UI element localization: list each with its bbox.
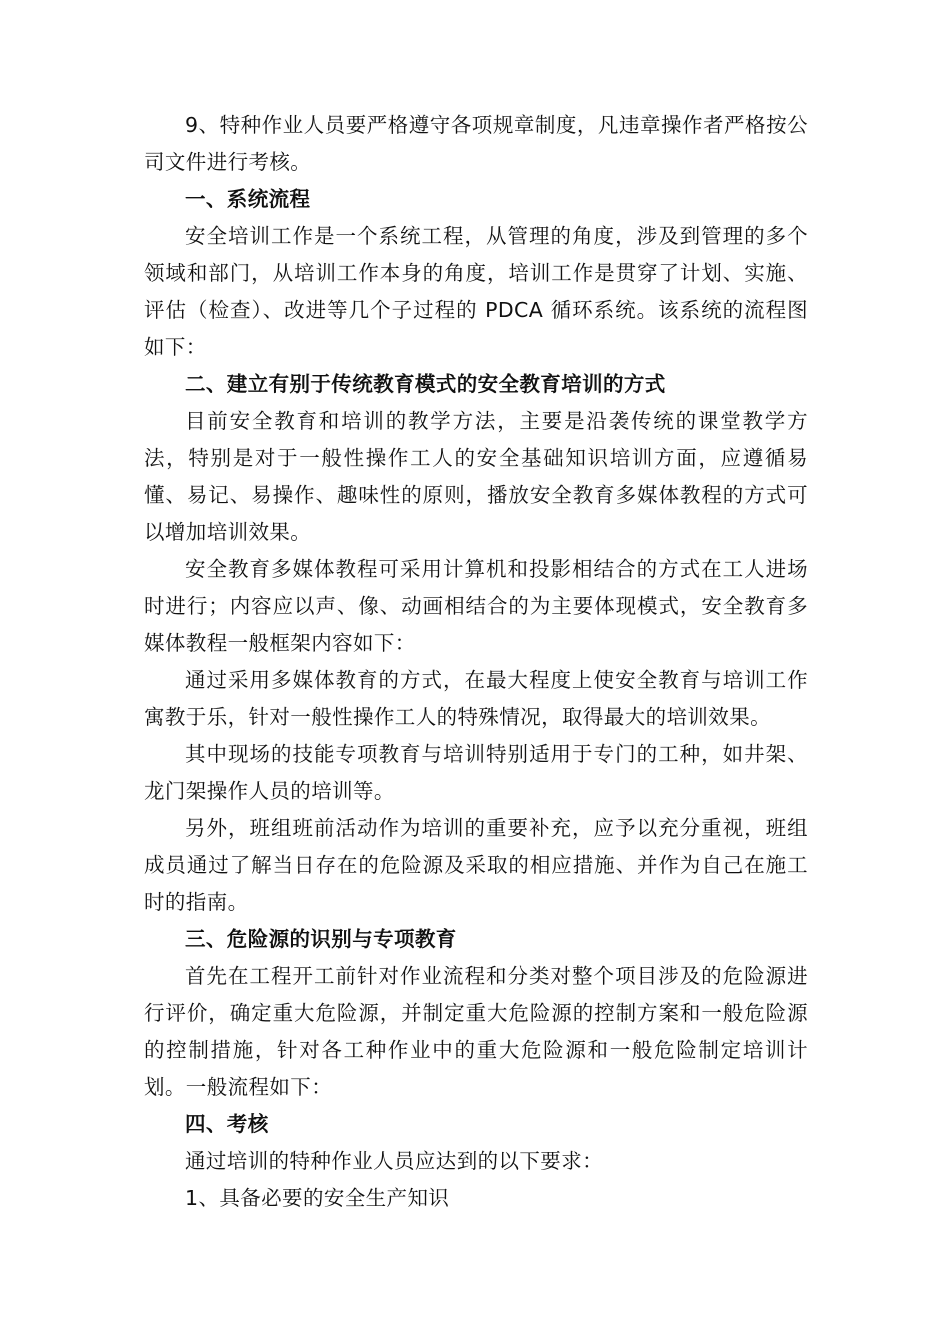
paragraph-team-activity: 另外，班组班前活动作为培训的重要补充，应予以充分重视，班组成员通过了解当日存在的危险源及采取的相应措施、并作为自己在施工时的指南。 — [144, 816, 808, 914]
paragraph-multimedia: 安全教育多媒体教程可采用计算机和投影相结合的方式在工人进场时进行；内容应以声、像、动画相结合的为主要体现模式，安全教育多媒体教程一般框架内容如下： — [144, 557, 808, 655]
paragraph-current-method: 目前安全教育和培训的教学方法，主要是沿袭传统的课堂教学方法，特别是对于一般性操作工人的安全基础知识培训方面，应遵循易懂、易记、易操作、趣味性的原则，播放安全教育多媒体教程的方式可以增加培训效果。 — [144, 409, 808, 544]
document-page — [144, 107, 808, 1217]
heading-system-flow: 一、系统流程 — [185, 187, 311, 211]
paragraph-rule-9: 9、特种作业人员要严格遵守各项规章制度，凡违章操作者严格按公司文件进行考核。 — [144, 113, 808, 174]
paragraph-system-flow: 安全培训工作是一个系统工程，从管理的角度，涉及到管理的多个领域和部门，从培训工作本身的角度，培训工作是贯穿了计划、实施、评估（检查）、改进等几个子过程的 PDCA 循环系统。该系统的流程图如下： — [144, 224, 808, 359]
paragraph-requirement-1: 1、具备必要的安全生产知识 — [185, 1186, 450, 1210]
heading-training-method: 二、建立有别于传统教育模式的安全教育培训的方式 — [185, 372, 666, 396]
heading-assessment: 四、考核 — [185, 1112, 269, 1136]
paragraph-requirements: 通过培训的特种作业人员应达到的以下要求： — [185, 1149, 603, 1173]
paragraph-multimedia-effect: 通过采用多媒体教育的方式，在最大程度上使安全教育与培训工作寓教于乐，针对一般性操作工人的特殊情况，取得最大的培训效果。 — [144, 668, 808, 729]
paragraph-hazard-evaluation: 首先在工程开工前针对作业流程和分类对整个项目涉及的危险源进行评价，确定重大危险源，并制定重大危险源的控制方案和一般危险源的控制措施，针对各工种作业中的重大危险源和一般危险制定培训计划。一般流程如下： — [144, 964, 808, 1099]
heading-hazard-identification: 三、危险源的识别与专项教育 — [185, 927, 457, 951]
paragraph-onsite-skills: 其中现场的技能专项教育与培训特别适用于专门的工种，如井架、龙门架操作人员的培训等。 — [144, 742, 808, 803]
